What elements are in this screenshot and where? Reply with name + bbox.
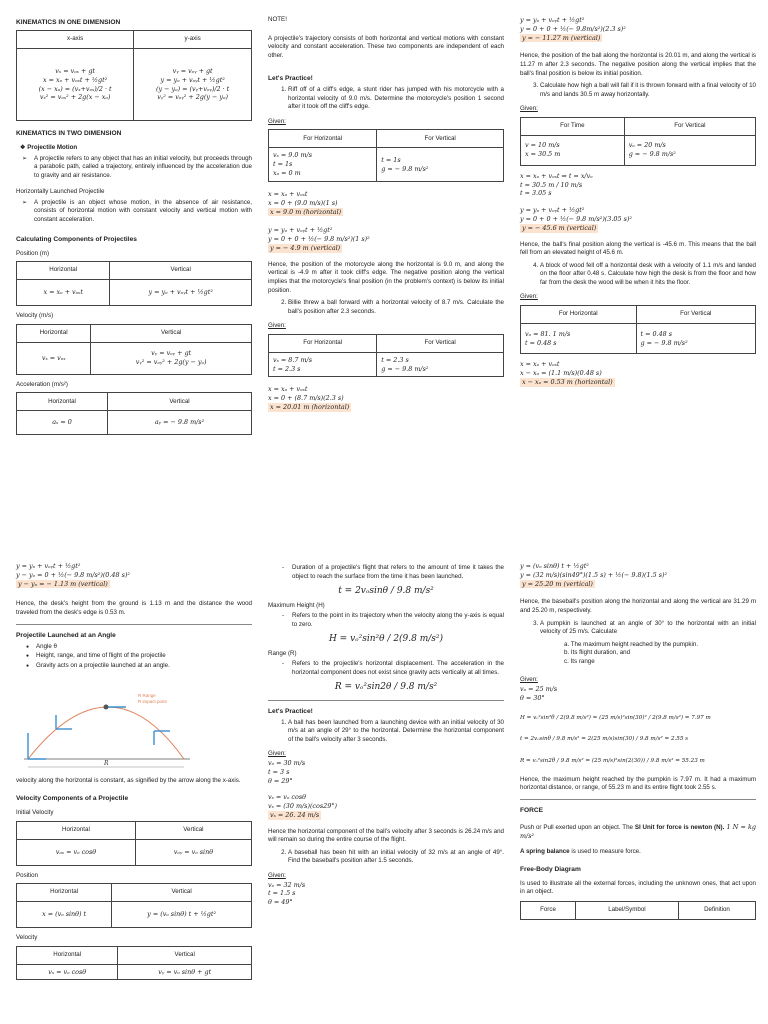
table-header: For Horizontal [269,334,377,352]
subsection-title: Range (R) [268,649,297,657]
paragraph: A spring balance is used to measure force. [520,847,641,855]
practice-title: Let's Practice! [268,75,313,83]
divider [520,799,756,800]
table-cell: vₓ = 8.7 m/s t = 2.3 s [269,352,377,377]
position-angle-table [16,883,252,928]
list-item: ➢ A projectile refers to any object that has an initial velocity, but proceeds through a parabolic path, called a trajectory, entirely influenced by the acceleration due to gravity and air resistance. [16,155,252,181]
given-table-4 [520,305,756,354]
initial-velocity-table [16,821,252,866]
list-item: ➢ A projectile is an object whose motion, in the absence of air resistance, consists of horizontal motion with constant velocity and vertical motion with constant acceleration. [16,199,252,225]
sub-question: a. The maximum height reached by the pumpkin. [564,640,699,648]
solution: x = xₒ + vₒₓt x − xₒ = (1.1 m/s)(0.48 s) x − xₒ = 0.53 m (horizontal) [520,360,613,386]
list-item: ● Height, range, and time of flight of the projectile [26,652,252,661]
solution: y = yₒ + vₒᵧt + ½gt² y = 0 + 0 + ½(− 9.8 m/s²)(1 s)² y = − 4.9 m (vertical) [268,226,370,253]
table-header: y-axis [134,31,252,49]
given-values: vₒ = 30 m/s t = 3 s θ = 29° [268,758,306,785]
table-cell: x = xₒ + vₒₓt [17,280,110,306]
definition: - Duration of a projectile's flight that refers to the amount of time it takes the object to reach the surface from the time it has been launched. [268,564,504,581]
given-label: Given: [520,676,538,684]
table-header: Horizontal [17,324,91,342]
subsection-title: Velocity Components of a Projectile [16,794,129,802]
subsection-title: Horizontally Launched Projectile [16,188,105,196]
figure-legend: R impact point [138,699,167,705]
subsection-title: Projectile Launched at an Angle [16,631,116,639]
equation-max-height: H = vₒ²sin²θ / 2(9.8 m/s²) [328,634,444,645]
table-cell [91,342,252,374]
solution: y = yₒ + vₒᵧt + ½gt² y − yₒ = 0 + ½(− 9.8 m/s²)(0.48 s)² y − yₒ = − 1.13 m (vertical) [16,562,130,588]
equation: vᵧ² = vₒᵧ² + 2g(y − yₒ) [135,358,207,367]
bullet-list [16,155,252,181]
column-2 [268,16,504,412]
equation-range: R = vₒ²sin2θ / 9.8 m/s² [334,682,438,693]
definition: - Refers to the point in its trajectory when the velocity along the y-axis is equal to zero. [268,612,504,629]
x-axis-equations [17,49,134,121]
question: 1. A ball has been launched from a launching device with an initial velocity of 30 m/s at an angle of 29° to the horizontal. Determine the horizontal component of the ball's velocity after 3 seconds. [288,719,504,745]
table-header: Vertical [110,262,252,280]
column-1 [16,16,252,441]
section-title: KINEMATICS IN TWO DIMENSION [16,130,122,138]
given-table-2 [268,334,504,378]
subsection-title: Free-Body Diagram [520,865,581,873]
label: Velocity [16,934,38,942]
table-cell: vₓ = vₒₓ [17,342,91,374]
paragraph: Hence, the ball's final position along the vertical is -45.6 m. This means that the ball fell from an elevated height of 45.6 m. [520,240,756,257]
table-cell: vₓ = vₒ cosθ [17,964,118,980]
label: Initial Velocity [16,808,54,816]
table-cell: t = 0.48 s g = − 9.8 m/s² [636,324,756,354]
solution: vₓ = vₒ cosθ vₓ = (30 m/s)(cos29°) vₓ = 26. 24 m/s [268,793,337,820]
table-header: For Vertical [624,117,755,135]
table-header: Vertical [118,946,252,964]
kinematics-1d-table [16,30,252,121]
table-cell: aₓ = 0 [17,411,108,435]
column-3 [520,16,756,387]
velocity-table [16,324,252,375]
table-header: For Horizontal [521,306,637,324]
bullet-list [16,199,252,225]
sub-question-list [564,641,756,667]
bullet-list [26,643,252,671]
table-header: For Vertical [636,306,756,324]
table-header: Horizontal [17,946,118,964]
table-cell: vₒₓ = vₒ cosθ [17,839,136,865]
given-label: Given: [520,105,538,113]
answer: x − xₒ = 0.53 m (horizontal) [522,377,613,386]
given-values: vₒ = 32 m/s t = 1.5 s θ = 49° [268,880,306,907]
label: Acceleration (m/s²) [16,380,68,388]
question-list [288,86,504,112]
column-6 [520,562,756,926]
equation: x = xₒ + vₒₓt + ½gt² [43,75,108,84]
given-label: Given: [520,293,538,301]
table-header: x-axis [17,31,134,49]
divider [16,624,252,625]
paragraph: Hence the horizontal component of the ball's velocity after 3 seconds is 26.24 m/s and will remain so during the entire course of the flight. [268,827,504,844]
sub-question: b. Its flight duration, and [564,649,631,657]
table-header: For Time [521,117,625,135]
equation-time-of-flight: t = 2vₒsinθ / 9.8 m/s² [338,586,434,597]
definition: - Refers to the projectile's horizontal displacement. The acceleration in the horizontal component does not exist since gravity acts vertically at all times. [268,660,504,677]
subsection-title: Maximum Height (H) [268,601,325,609]
table-cell: vₒ = 20 m/s g = − 9.8 m/s² [624,135,755,165]
given-label: Given: [268,872,286,880]
trajectory-curve [28,707,184,759]
table-header: For Vertical [377,130,504,148]
question: 2. A baseball has been hit with an initial velocity of 32 m/s at an angle of 49°. Find the baseball's position after 1.5 seconds. [288,849,504,866]
table-cell: y = (vₒ sinθ) t + ½gt² [112,902,252,928]
position-table [16,261,252,306]
question-list [288,849,504,866]
solution: y = (vₒ sinθ) t + ½gt² y = (32 m/s)(sin49°)(1.5 s) + ½(− 9.8)(1.5 s)² y = 25.20 m (vertical) [520,562,668,588]
table-cell: t = 1s g = − 9.8 m/s² [377,148,504,181]
subsection-title: Calculating Components of Projectiles [16,235,137,243]
equation: vₓ = vₒₓ + gt [55,66,95,75]
acceleration-table [16,392,252,435]
solution-range: R = vₒ²sin2θ / 9.8 m/s² = (25 m/s)²sin(2(30)) / 9.8 m/s² = 55.23 m [520,757,705,764]
table-header: Horizontal [17,393,108,411]
question: 2. Billie threw a ball forward with a horizontal velocity of 8.7 m/s. Calculate the ball's position after 2.3 seconds. [288,299,504,316]
label: Velocity (m/s) [16,312,54,320]
question-list [540,262,756,288]
question-list [288,719,504,745]
table-header: Vertical [112,884,252,902]
equation: vᵧ = vₒᵧ + gt [151,349,192,358]
figure-legend: R Range [138,693,156,699]
answer: y = − 11.27 m (vertical) [522,33,601,42]
table-header: Horizontal [17,821,136,839]
table-cell: v = 10 m/s x = 30.5 m [521,135,625,165]
practice-title: Let's Practice! [268,707,313,715]
table-header: Horizontal [17,884,112,902]
table-header: For Horizontal [269,130,377,148]
table-header: Vertical [91,324,252,342]
equation: y = yₒ + vₒᵧt + ½gt² [160,75,225,84]
answer: y = − 45.6 m (vertical) [522,223,597,232]
column-4 [16,562,252,986]
table-cell: t = 2.3 s g = − 9.8 m/s² [377,352,504,377]
question-list [540,82,756,99]
paragraph: velocity along the horizontal is constant, as signified by the arrow along the x-axis. [16,777,241,785]
section-title: KINEMATICS IN ONE DIMENSION [16,19,121,26]
question: 4. A block of wood fell off a horizontal desk with a velocity of 1.1 m/s and landed on the floor after 0.48 s. Calculate how high the desk is from the floor and how far from the desk the wood will be when it hits the floor. [540,262,756,288]
projectile-trajectory-figure [18,675,198,773]
label: Position [16,871,39,879]
table-cell: vᵧ = vₒ sinθ + gt [118,964,252,980]
table-header: Definition [678,901,755,919]
question-list [288,299,504,316]
paragraph: Hence, the baseball's position along the horizontal and along the vertical are 31.29 m and 25.20 m, respectively. [520,598,756,615]
table-header: For Vertical [377,334,504,352]
table-header: Vertical [108,393,252,411]
equation: vₓ² = vₒₓ² + 2g(x − xₒ) [39,93,111,102]
answer: x = 9.0 m (horizontal) [270,207,342,216]
paragraph: Hence, the desk's height from the ground is 1.13 m and the distance the wood traveled from the desk's edge is 0.53 m. [16,600,252,617]
equation: (y − yₒ) = (vᵧ+vₒᵧ)/2 · t [156,84,230,93]
table-cell: vₓ = 9.0 m/s t = 1s xₒ = 0 m [269,148,377,181]
equation: vᵧ² = vₒᵧ² + 2g(y − yₒ) [157,93,228,102]
given-table-3 [520,117,756,166]
table-header: Label/Symbol [575,901,678,919]
answer: vₓ = 26. 24 m/s [270,811,320,820]
given-label: Given: [268,322,286,330]
solution-time: t = 2vₒsinθ / 9.8 m/s² = 2(25 m/s)sin(30) / 9.8 m/s² = 2.55 s [520,736,689,743]
note-title: NOTE! [268,16,287,23]
table-header: Vertical [135,821,251,839]
answer: t = 3.05 s [520,189,552,198]
question: 3. Calculate how high a ball will fall if it is thrown forward with a final velocity of 10 m/s and lands 30.5 m away horizontally. [540,82,756,99]
force-table [520,901,756,920]
solution: y = yₒ + vₒᵧt + ½gt² y = 0 + 0 + ½(− 9.8m/s²)(2.3 s)² y = − 11.27 m (vertical) [520,16,626,42]
subsection-title: ❖ Projectile Motion [20,144,78,152]
velocity-angle-table [16,946,252,981]
column-5 [268,562,504,907]
paragraph: Is used to illustrate all the external forces, including the unknown ones, that act upon in an object. [520,879,756,896]
force-title: FORCE [520,806,544,814]
table-header: Horizontal [17,262,110,280]
question-list [540,620,756,637]
given-label: Given: [268,750,286,758]
range-label: R [104,760,109,768]
given-label: Given: [268,117,286,125]
equation: vᵧ = vₒᵧ + gt [172,66,213,75]
answer: y − yₒ = − 1.13 m (vertical) [18,579,108,588]
given-table-1 [268,129,504,181]
solution-height: H = vₒ²sin²θ / 2(9.8 m/s²) = (25 m/s)²sin(30)² / 2(9.8 m/s²) = 7.97 m [520,714,711,721]
paragraph: A projectile's trajectory consists of both horizontal and vertical motions with constant velocity and constant acceleration. These two components are independent of each other. [268,34,504,59]
divider [268,700,504,701]
table-cell: y = yₒ + vₒᵧt + ½gt² [110,280,252,306]
paragraph: Hence, the position of the motorcycle along the horizontal is 9.0 m, and along the vertical is -4.9 m after it took cliff's edge. The negative position along the vertical implies that the motorcycle's final position (in the problem's context) is below its initial position. [268,260,504,294]
answer: x = 20.01 m (horizontal) [270,403,350,412]
label: Position (m) [16,249,50,257]
solution: y = yₒ + vₒᵧt + ½gt² y = 0 + 0 + ½(− 9.8 m/s²)(3.05 s)² y = − 45.6 m (vertical) [520,206,632,232]
y-axis-equations [134,49,252,121]
table-cell: vₒᵧ = vₒ sinθ [135,839,251,865]
list-item: ● Gravity acts on a projectile launched at an angle. [26,662,252,671]
question: 3. A pumpkin is launched at an angle of 30° to the horizontal with an initial velocity of 25 m/s. Calculate [540,620,756,637]
solution: x = xₒ + vₒₓt x = 0 + (8.7 m/s)(2.3 s) x = 20.01 m (horizontal) [268,385,350,412]
paragraph: Hence, the position of the ball along the horizontal is 20.01 m, and along the vertical is 11.27 m after 2.3 seconds. The negative position along the vertical implies that the ball's final position is below its initial position. [520,52,756,77]
table-cell: x = (vₒ sinθ) t [17,902,112,928]
sub-question: c. Its range [564,657,595,665]
solution: x = xₒ + vₒₓt x = 0 + (9.0 m/s)(1 s) x = 9.0 m (horizontal) [268,189,342,216]
table-cell: aᵧ = − 9.8 m/s² [108,411,252,435]
answer: y = − 4.9 m (vertical) [270,244,341,253]
question: 1. Riff off of a cliff's edge, a stunt rider has jumped with his motorcycle with a horizontal velocity of 9.0 m/s. Determine the motorcycle's position 1 second after it took off the cliff's edge. [288,86,504,112]
answer: y = 25.20 m (vertical) [522,579,593,588]
paragraph: Hence, the maximum height reached by the pumpkin is 7.97 m. It had a maximum horizontal distance, or range, of 55.23 m and its entire flight took 2.55 s. [520,775,756,792]
solution: x = xₒ + vₒₓt ⇒ t = x/vₒ t = 30.5 m / 10 m/s t = 3.05 s [520,172,756,198]
given-values: vₒ = 25 m/s θ = 30° [520,684,558,702]
table-cell: vₒ = 81. 1 m/s t = 0.48 s [521,324,637,354]
paragraph: Push or Pull exerted upon an object. The SI Unit for force is newton (N). 1 N = kg m/s² [520,822,756,841]
table-header: Force [521,901,576,919]
projectile-ball [104,705,109,710]
equation: (x − xₒ) = (vₓ+vₒₓ)/2 · t [38,84,112,93]
list-item: ● Angle θ [26,643,252,652]
